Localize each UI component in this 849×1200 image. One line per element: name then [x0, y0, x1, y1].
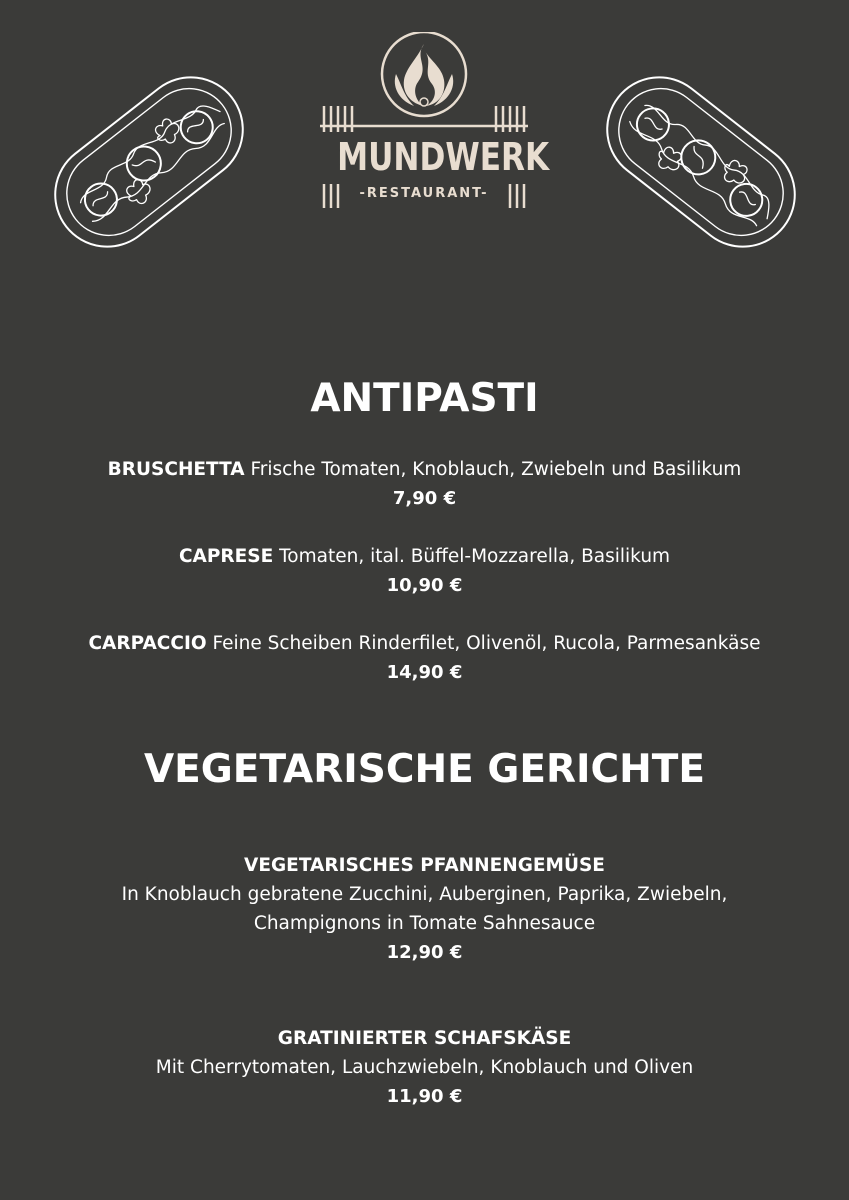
item-description: In Knoblauch gebratene Zucchini, Auberginen, Paprika, Zwiebeln, Champignons in Tomate Sahnesauce: [121, 884, 728, 934]
menu-item: [0, 455, 849, 513]
menu-item: [0, 1024, 849, 1111]
section-vegetarische-gerichte: [0, 743, 849, 1111]
item-name: CARPACCIO: [88, 633, 207, 654]
menu-item: [0, 542, 849, 600]
flame-logo-icon: [318, 32, 550, 212]
item-price: 10,90 €: [386, 575, 463, 596]
item-description: Feine Scheiben Rinderfilet, Olivenöl, Rucola, Parmesankäse: [212, 633, 761, 654]
pizza-illustration-icon: [40, 62, 258, 262]
item-name: BRUSCHETTA: [107, 459, 245, 480]
item-name: GRATINIERTER SCHAFSKÄSE: [277, 1028, 572, 1049]
item-name: CAPRESE: [178, 546, 274, 567]
item-price: 7,90 €: [392, 488, 457, 509]
item-description: Mit Cherrytomaten, Lauchzwiebeln, Knoblauch und Oliven: [155, 1057, 694, 1078]
logo-subtitle: -RESTAURANT-: [359, 186, 489, 201]
menu-item: [0, 851, 849, 967]
header: [0, 0, 849, 280]
item-description: Tomaten, ital. Büffel-Mozzarella, Basilikum: [279, 546, 671, 567]
menu: [0, 372, 849, 1111]
logo-title: MUNDWERK: [337, 135, 550, 179]
section-title: VEGETARISCHE GERICHTE: [143, 747, 706, 792]
section-antipasti: [0, 372, 849, 687]
section-title: ANTIPASTI: [310, 376, 539, 421]
restaurant-logo: [318, 32, 550, 212]
pizza-illustration-icon: [592, 62, 810, 262]
item-name: VEGETARISCHES PFANNENGEMÜSE: [244, 855, 605, 876]
item-price: 14,90 €: [386, 662, 463, 683]
item-price: 11,90 €: [386, 1086, 463, 1107]
item-description: Frische Tomaten, Knoblauch, Zwiebeln und Basilikum: [250, 459, 742, 480]
item-price: 12,90 €: [386, 942, 463, 963]
menu-item: [0, 629, 849, 687]
